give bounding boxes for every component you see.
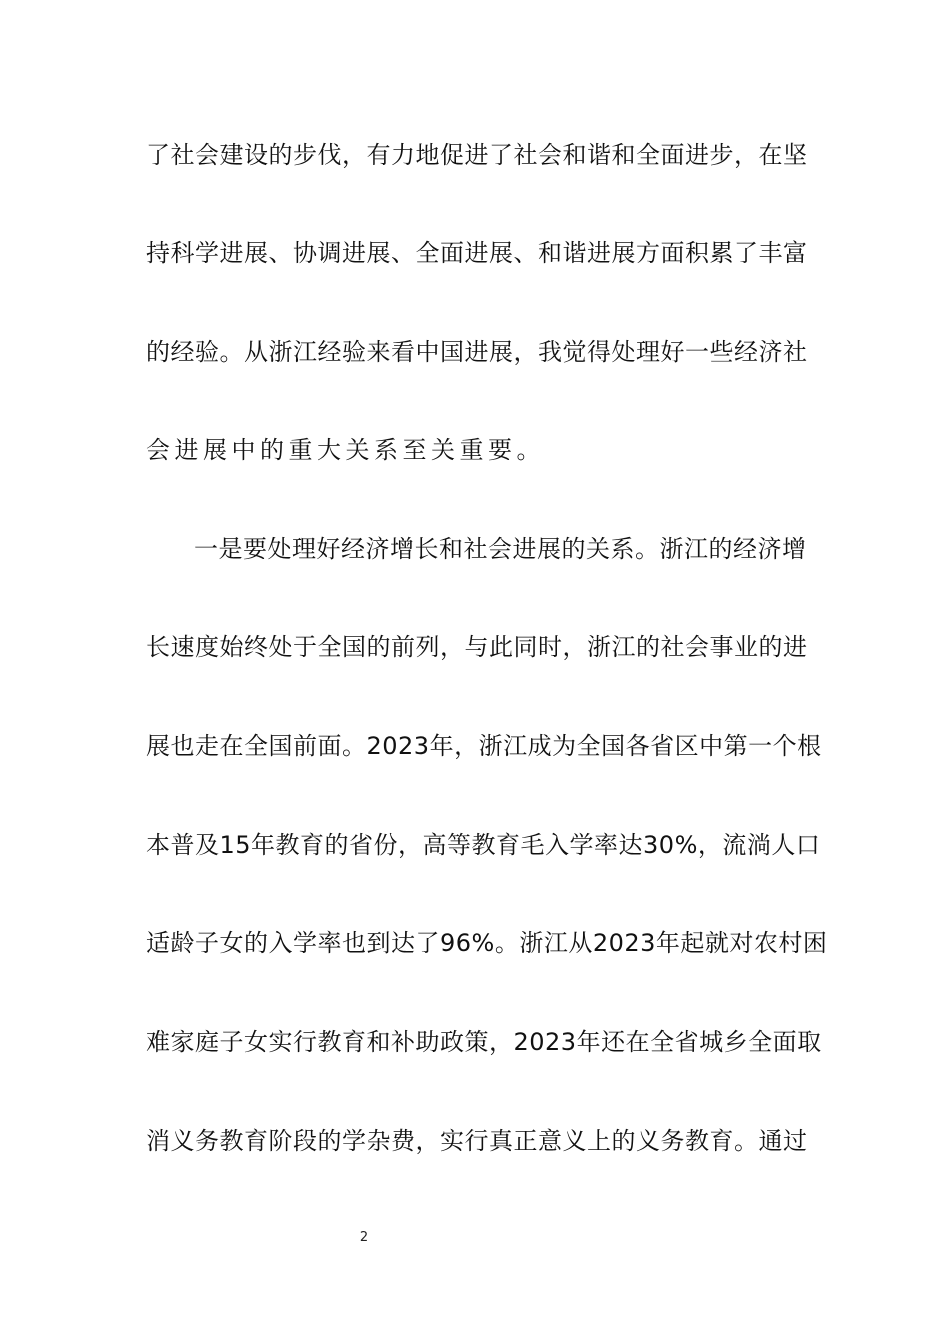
text-line-8: 本普及15年教育的省份，高等教育毛入学率达30%，流淌人口	[146, 831, 821, 859]
text-line-7: 展也走在全国前面。2023年，浙江成为全国各省区中第一个根	[146, 732, 822, 760]
text-line-4: 会进展中的重大关系至关重要。	[146, 436, 545, 464]
text-line-1: 了社会建设的步伐，有力地促进了社会和谐和全面进步，在坚	[146, 141, 808, 169]
text-line-9: 适龄子女的入学率也到达了96%。浙江从2023年起就对农村困	[146, 929, 828, 957]
paragraph-start-line: 一是要处理好经济增长和社会进展的关系。浙江的经济增	[194, 535, 807, 563]
page-number: 2	[359, 1230, 369, 1245]
text-line-3: 的经验。从浙江经验来看中国进展，我觉得处理好一些经济社	[146, 338, 808, 366]
text-line-11: 消义务教育阶段的学杂费，实行真正意义上的义务教育。通过	[146, 1127, 808, 1155]
text-line-6: 长速度始终处于全国的前列，与此同时，浙江的社会事业的进	[146, 633, 808, 661]
text-line-2: 持科学进展、协调进展、全面进展、和谐进展方面积累了丰富	[146, 239, 808, 267]
text-line-10: 难家庭子女实行教育和补助政策，2023年还在全省城乡全面取	[146, 1028, 822, 1056]
